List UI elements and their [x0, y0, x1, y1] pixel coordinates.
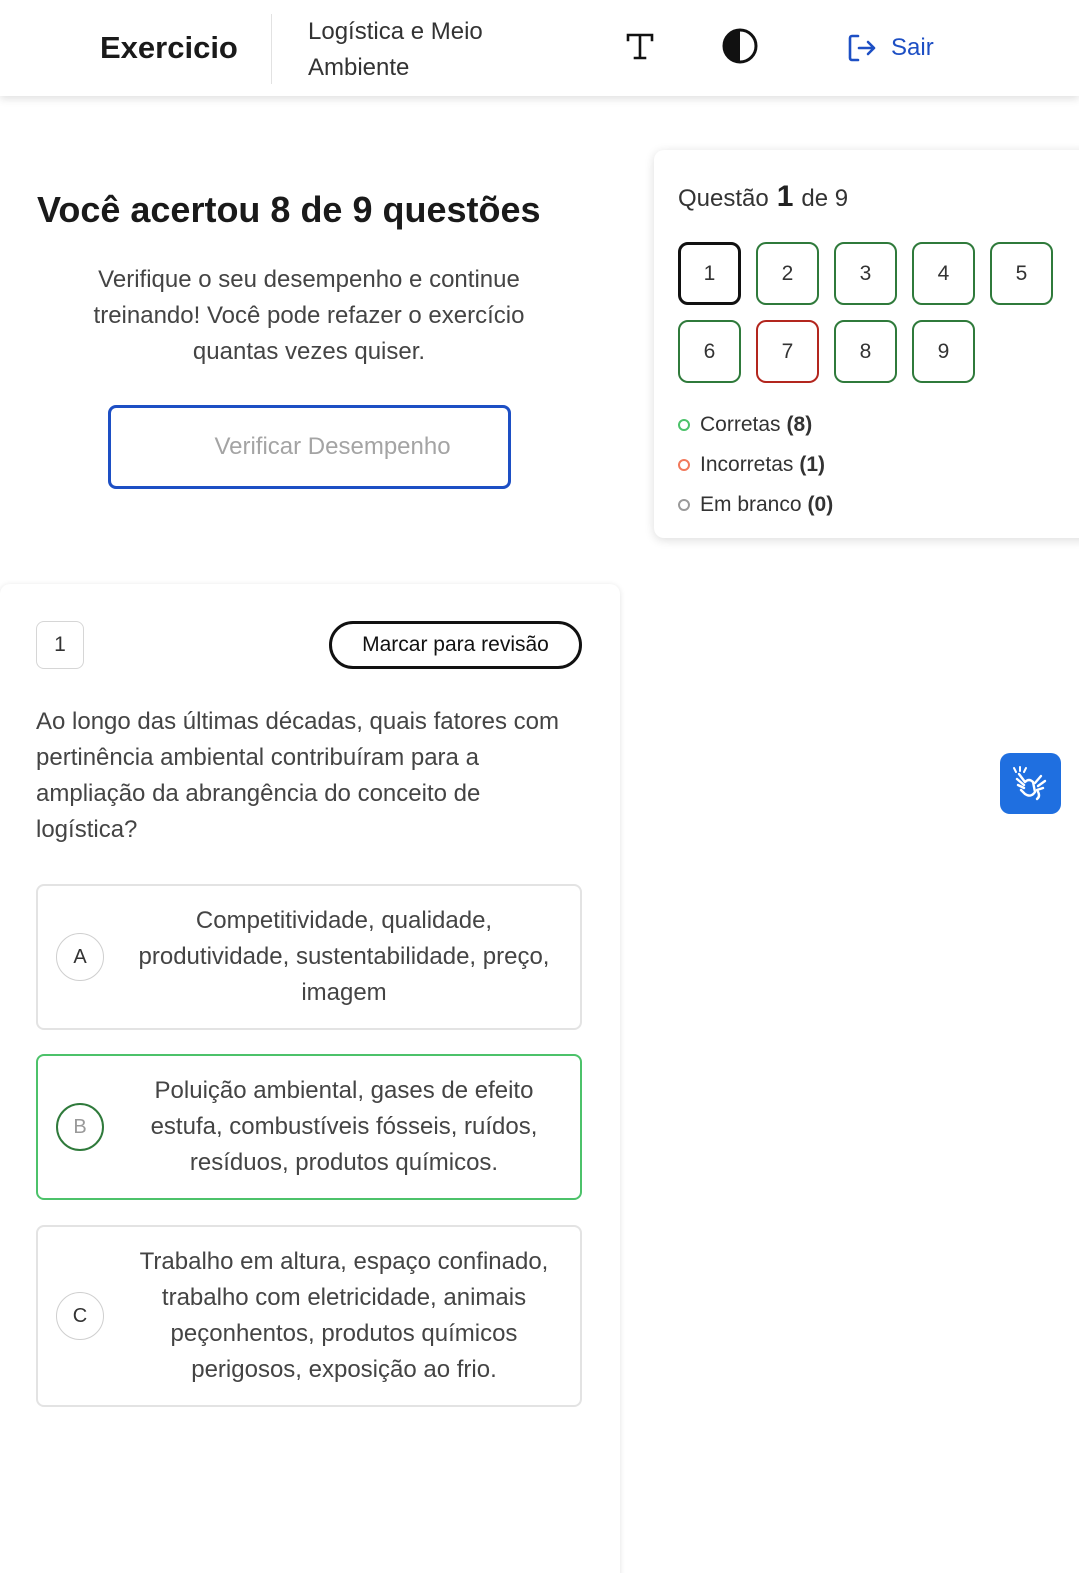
font-size-button[interactable] [620, 26, 660, 66]
legend-blank-count: (0) [807, 493, 834, 516]
legend-blank [678, 485, 833, 525]
question-navigator [654, 150, 1079, 538]
question-card [0, 584, 620, 1573]
question-button-1[interactable]: 1 [678, 242, 741, 305]
option-letter: C [56, 1292, 104, 1340]
question-button-9[interactable]: 9 [912, 320, 975, 383]
question-button-4[interactable]: 4 [912, 242, 975, 305]
option-text: Poluição ambiental, gases de efeito estufa, combustíveis fósseis, ruídos, resíduos, produtos químicos. [150, 1077, 538, 1176]
legend-incorrect [678, 445, 833, 485]
legend-blank-label: Em branco [700, 493, 802, 516]
accessibility-button[interactable] [1000, 753, 1061, 814]
option-letter: B [56, 1103, 104, 1151]
question-button-5[interactable]: 5 [990, 242, 1053, 305]
app-brand: Exercicio [100, 30, 238, 65]
status-legend [678, 405, 833, 525]
option-text: Competitividade, qualidade, produtividade, sustentabilidade, preço, imagem [138, 907, 550, 1006]
option-text: Trabalho em altura, espaço confinado, trabalho com eletricidade, animais peçonhentos, produtos químicos perigosos, exposição ao frio. [139, 1248, 549, 1383]
question-button-3[interactable]: 3 [834, 242, 897, 305]
navigator-title [678, 180, 848, 214]
question-number: 1 [36, 621, 84, 669]
result-description: Verifique o seu desempenho e continue treinando! Você pode refazer o exercício quantas vezes quiser. [93, 266, 525, 365]
text-size-icon [623, 29, 657, 63]
legend-incorrect-count: (1) [799, 453, 826, 476]
incorrect-dot-icon [678, 459, 690, 471]
verify-performance-button[interactable]: Verificar Desempenho [108, 405, 511, 489]
result-title: Você acertou 8 de 9 questões [37, 189, 541, 230]
logout-label: Sair [891, 34, 934, 61]
legend-incorrect-label: Incorretas [700, 453, 794, 476]
legend-correct [678, 405, 833, 445]
logout-icon [845, 31, 879, 65]
course-title: Logística e Meio Ambiente [308, 18, 483, 81]
navigator-suffix: de 9 [801, 185, 849, 212]
legend-correct-count: (8) [786, 413, 813, 436]
option-c[interactable] [36, 1225, 582, 1407]
sign-language-hands-icon [1011, 764, 1051, 804]
option-a[interactable] [36, 884, 582, 1030]
contrast-button[interactable] [720, 26, 760, 66]
navigator-current: 1 [776, 180, 794, 213]
top-header [0, 0, 1079, 96]
mark-for-review-button[interactable]: Marcar para revisão [329, 621, 582, 669]
header-divider [271, 14, 272, 84]
question-text: Ao longo das últimas décadas, quais fatores com pertinência ambiental contribuíram para a ampliação da abrangência do conceito de logística? [36, 708, 559, 843]
option-b[interactable] [36, 1054, 582, 1200]
question-button-2[interactable]: 2 [756, 242, 819, 305]
correct-dot-icon [678, 419, 690, 431]
blank-dot-icon [678, 499, 690, 511]
question-button-6[interactable]: 6 [678, 320, 741, 383]
option-letter: A [56, 933, 104, 981]
legend-correct-label: Corretas [700, 413, 781, 436]
question-button-8[interactable]: 8 [834, 320, 897, 383]
question-button-7[interactable]: 7 [756, 320, 819, 383]
contrast-icon [721, 27, 759, 65]
navigator-prefix: Questão [678, 185, 769, 212]
logout-button[interactable] [845, 28, 934, 68]
